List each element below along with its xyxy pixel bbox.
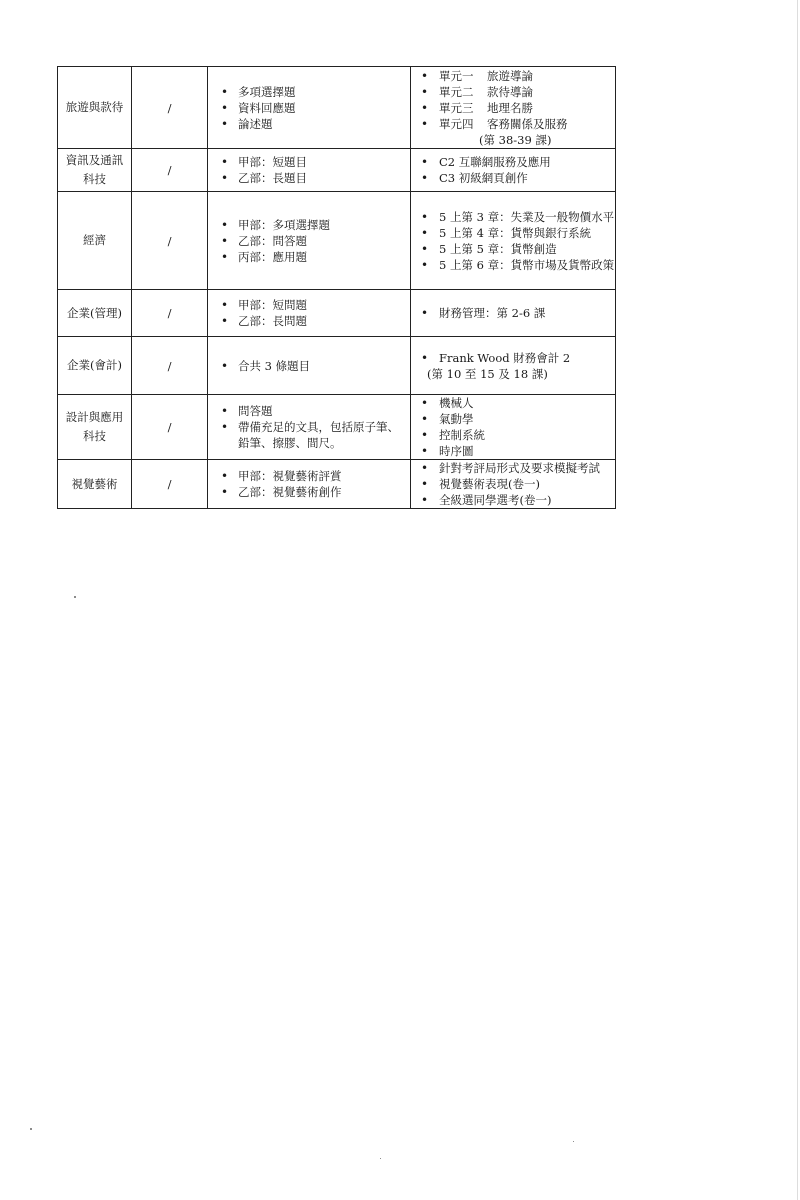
scan-speck [74, 596, 76, 598]
list-item: • 5 上第 6 章：貨幣市場及貨幣政策 [411, 257, 615, 273]
paper-format-cell [208, 290, 411, 337]
paper-format-cell [208, 149, 411, 192]
list-item [411, 84, 615, 100]
list-item: • 論述題 [208, 116, 410, 132]
list-item: • 甲部：視覺藝術評賞 [208, 468, 410, 484]
paper-format-cell [208, 337, 411, 395]
slash-cell: / [132, 290, 208, 337]
slash-cell: / [132, 67, 208, 149]
list-item: • 5 上第 5 章：貨幣創造 [411, 241, 615, 257]
exam-scope-cell [411, 395, 616, 460]
subject-cell [58, 395, 132, 460]
subject-name: 設計與應用科技 [65, 410, 124, 443]
table-row [58, 67, 616, 149]
scan-speck [573, 1141, 574, 1142]
list-item: • 甲部：短問題 [208, 297, 410, 313]
list-item [411, 100, 615, 116]
table-row [58, 337, 616, 395]
list-item: • C2 互聯網服務及應用 [411, 154, 615, 170]
list-item: • C3 初級網頁創作 [411, 170, 615, 186]
paper-format-cell [208, 67, 411, 149]
unit-number: 單元一 [439, 68, 474, 83]
unit-name: 款待導論 [487, 84, 533, 99]
list-item: • 帶備充足的文具，包括原子筆、鉛筆、擦膠、間尺。 [208, 419, 410, 451]
slash-cell: / [132, 337, 208, 395]
subject-name: 旅遊與款待 [65, 100, 124, 114]
exam-scope-cell [411, 290, 616, 337]
list-item: • 視覺藝術表現(卷一) [411, 476, 615, 492]
exam-arrangement-table [57, 66, 616, 509]
list-item: • 問答題 [208, 403, 410, 419]
subject-name: 企業(會計) [67, 358, 122, 372]
table-row [58, 149, 616, 192]
scan-speck [380, 1158, 381, 1159]
subject-cell [58, 337, 132, 395]
paper-format-cell [208, 192, 411, 290]
unit-number: 單元二 [439, 84, 474, 99]
subject-cell [58, 460, 132, 509]
unit-name: 客務關係及服務 [487, 116, 568, 131]
scan-speck [30, 1128, 32, 1130]
table-row [58, 460, 616, 509]
list-item: • 丙部：應用題 [208, 249, 410, 265]
subject-cell [58, 149, 132, 192]
exam-scope-cell [411, 460, 616, 509]
exam-scope-cell [411, 67, 616, 149]
list-item: • 多項選擇題 [208, 84, 410, 100]
subject-name: 資訊及通訊科技 [65, 153, 124, 186]
list-item: • 機械人 [411, 395, 615, 411]
list-item: • 針對考評局形式及要求模擬考試 [411, 460, 615, 476]
paper-format-cell [208, 395, 411, 460]
paper-format-cell [208, 460, 411, 509]
list-item: • 財務管理：第 2-6 課 [411, 305, 615, 321]
list-item [411, 68, 615, 84]
subject-cell [58, 192, 132, 290]
textbook-name: Frank Wood 財務會計 2 [439, 350, 571, 365]
subject-cell [58, 290, 132, 337]
unit-number: 單元四 [439, 116, 474, 131]
unit-name: 旅遊導論 [487, 68, 533, 83]
subject-name: 企業(管理) [67, 305, 122, 320]
list-item: • 乙部：問答題 [208, 233, 410, 249]
scan-edge-line [797, 0, 798, 1200]
list-item: • 5 上第 3 章：失業及一般物價水平 [411, 209, 615, 225]
list-item: • 甲部：短題目 [208, 154, 410, 170]
list-item: • 甲部：多項選擇題 [208, 217, 410, 233]
list-item: • 乙部：長問題 [208, 313, 410, 329]
table-row [58, 395, 616, 460]
list-item: • 氣動學 [411, 411, 615, 427]
list-item: • 時序圖 [411, 443, 615, 459]
subject-name: 經濟 [83, 233, 106, 247]
table-row [58, 192, 616, 290]
slash-cell: / [132, 460, 208, 509]
slash-cell: / [132, 149, 208, 192]
exam-scope-cell [411, 149, 616, 192]
unit-name: 地理名勝 [487, 100, 533, 115]
lesson-range: (第 10 至 15 及 18 課) [427, 366, 548, 381]
unit-continuation: (第 38-39 課) [479, 132, 552, 147]
list-item: • 5 上第 4 章：貨幣與銀行系統 [411, 225, 615, 241]
slash-cell: / [132, 395, 208, 460]
table-row [58, 290, 616, 337]
subject-cell [58, 67, 132, 149]
exam-scope-cell [411, 192, 616, 290]
list-item: • 乙部：視覺藝術創作 [208, 484, 410, 500]
list-item: • 合共 3 條題目 [208, 358, 410, 374]
list-item: • 控制系統 [411, 427, 615, 443]
list-item [411, 350, 615, 382]
list-item: • 資料回應題 [208, 100, 410, 116]
slash-cell: / [132, 192, 208, 290]
list-item: • 全級選同學選考(卷一) [411, 492, 615, 508]
exam-scope-cell [411, 337, 616, 395]
list-item [411, 116, 615, 132]
unit-number: 單元三 [439, 100, 474, 115]
list-item: • 乙部：長題目 [208, 170, 410, 186]
subject-name: 視覺藝術 [71, 476, 118, 491]
